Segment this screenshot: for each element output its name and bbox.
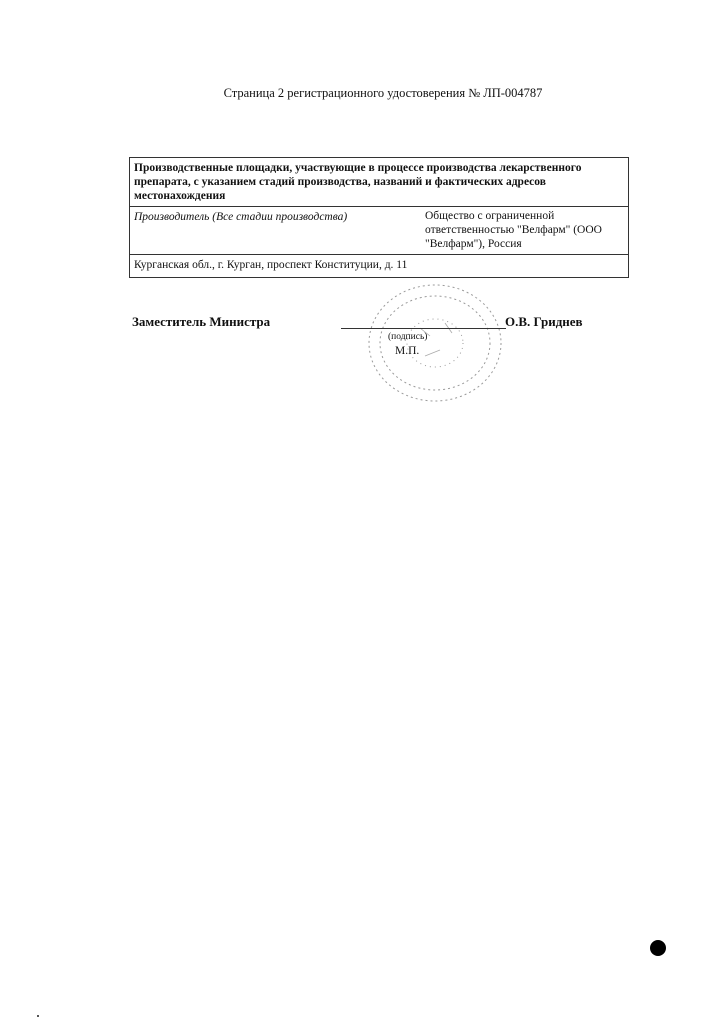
stamp-label: М.П. <box>395 345 420 357</box>
table-row <box>130 255 629 278</box>
page-title: Страница 2 регистрационного удостоверения № ЛП-004787 <box>223 86 543 100</box>
table-row <box>130 207 629 255</box>
table-row <box>130 158 629 207</box>
manufacturer-address: Курганская обл., г. Курган, проспект Конституции, д. 11 <box>130 255 629 278</box>
manufacturing-sites-table <box>129 157 629 278</box>
signer-position: Заместитель Министра <box>132 314 271 329</box>
signature-block <box>132 314 612 404</box>
signer-name: О.В. Гриднев <box>505 314 583 329</box>
signature-line <box>341 328 506 329</box>
table-heading: Производственные площадки, участвующие в процессе производства лекарственного препарата, с указанием стадий производства, названий и фактических адресов местонахождения <box>130 158 629 207</box>
manufacturer-organization: Общество с ограниченной ответственностью "Велфарм" (ООО "Велфарм"), Россия <box>421 207 629 255</box>
corner-dot-mark <box>650 940 666 956</box>
manufacturer-role: Производитель (Все стадии производства) <box>130 207 422 255</box>
scan-speck <box>37 1015 39 1017</box>
signature-caption: (подпись) <box>388 332 428 342</box>
